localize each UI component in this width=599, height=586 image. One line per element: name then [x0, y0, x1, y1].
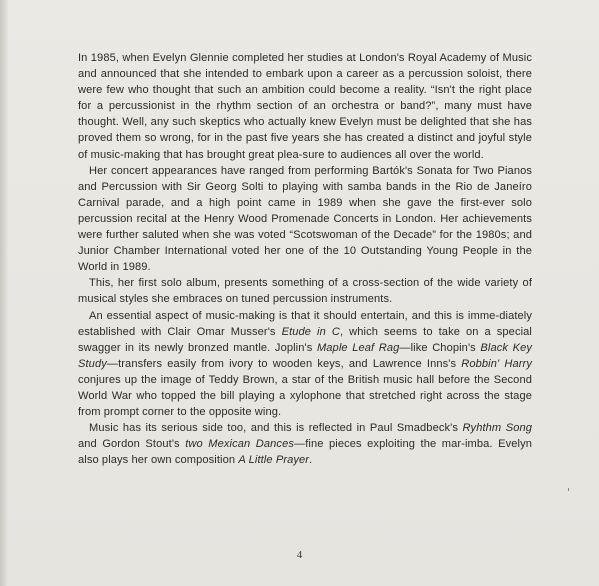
paragraph-2-text: Her concert appearances have ranged from performing Bartók's Sonata for Two Pianos and Percussion with Sir Georg Solti to playing with samba bands in the Rio de Janeíro Carnival parade, and a high point came in 1989 when she gave the first-ever solo percussion recital at the Henry Wood Promenade Concerts in London. Her achievements were further saluted when she was voted “Scotswoman of the Decade” for the 1980s; and Junior Chamber International voted her one of the 10 Outstanding Young People in the World in 1989. — [78, 164, 532, 274]
paragraph-4 — [78, 308, 532, 421]
paragraph-5 — [78, 420, 532, 468]
paragraph-4-text-b: , which seems to take on a special swagger in its newly bronzed mantle. Joplin's — [78, 325, 532, 354]
paragraph-4-text-a: An essential aspect of music-making is that it should entertain, and this is imme-diately established with Clair Omar Musser's — [78, 309, 532, 338]
paragraph-1-text: In 1985, when Evelyn Glennie completed her studies at London's Royal Academy of Music and announced that she intended to embark upon a career as a percussion soloist, there were few who thought that such an ambition could become a reality. “Isn't the right place for a percussionist in the rhythm section of an orchestra or band?”, many must have thought. Well, any such skeptics who actually knew Evelyn must be delighted that she has proved them so wrong, for in the past five years she has created a distinct and joyful style of music-making that has brought great plea-sure to audiences all over the world. — [78, 52, 532, 161]
paragraph-5-text-a: Music has its serious side too, and this is reflected in Paul Smadbeck's — [89, 422, 463, 435]
paragraph-2 — [78, 163, 532, 276]
paragraph-5-text-d: . — [309, 454, 313, 467]
liner-notes-text — [78, 50, 532, 468]
paragraph-3 — [78, 275, 532, 307]
title-a-little-prayer: A Little Prayer — [238, 454, 310, 467]
paragraph-5-text-c: —fine pieces exploiting the mar-imba. Evelyn also plays her own composition — [78, 438, 532, 467]
title-two-mexican-dances: two Mexican Dances — [185, 438, 294, 451]
title-robbin-harry: Robbin' Harry — [461, 357, 532, 370]
page-binding-edge — [0, 0, 8, 586]
paragraph-4-text-c: —like Chopin's — [399, 341, 481, 354]
paragraph-4-text-e: conjures up the image of Teddy Brown, a star of the British music hall before the Second World War who topped the bill playing a xylophone that stretched right across the stage from prompt corner to the opposite wing. — [78, 373, 532, 419]
title-etude-in-c: Etude in C — [281, 325, 340, 338]
title-maple-leaf-rag: Maple Leaf Rag — [316, 341, 400, 354]
title-black-key-study: Black Key Study — [78, 341, 532, 370]
paragraph-3-text: This, her first solo album, presents something of a cross-section of the wide variety of musical styles she embraces on tuned percussion instruments. — [78, 277, 532, 306]
paragraph-5-text-b: and Gordon Stout's — [78, 438, 186, 451]
paper-speck — [568, 488, 569, 491]
paragraph-4-text-d: —transfers easily from ivory to wooden keys, and Lawrence Inns's — [106, 357, 462, 370]
paragraph-1 — [78, 50, 532, 163]
title-ryhthm-song: Ryhthm Song — [462, 422, 532, 435]
page-number: 4 — [296, 549, 303, 561]
